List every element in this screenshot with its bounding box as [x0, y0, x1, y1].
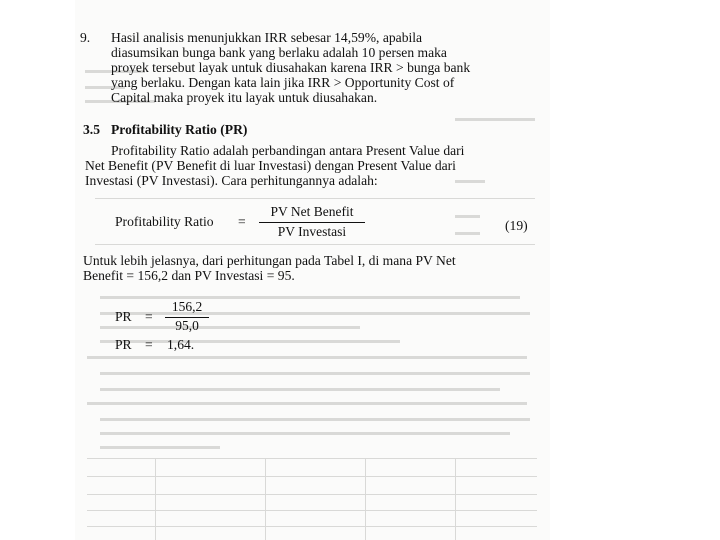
example-line-2: Benefit = 156,2 dan PV Investasi = 95. — [83, 268, 295, 283]
calc-pr-label: PR — [115, 309, 132, 324]
section-title: Profitability Ratio (PR) — [111, 122, 248, 137]
formula-lhs: Profitability Ratio — [115, 214, 214, 229]
item9-line-2: diasumsikan bunga bank yang berlaku adalah 10 persen maka — [111, 45, 447, 60]
item9-line-1: Hasil analisis menunjukkan IRR sebesar 14,59%, apabila — [111, 30, 423, 45]
formula-equals: = — [238, 214, 246, 229]
result-equals: = — [145, 337, 153, 352]
calc-denominator: 95,0 — [175, 318, 199, 333]
example-line-1: Untuk lebih jelasnya, dari perhitungan pada Tabel I, di mana PV Net — [83, 253, 456, 268]
result-pr-label: PR — [115, 337, 132, 352]
item9-line-5: Capital maka proyek itu layak untuk diusahakan. — [111, 90, 378, 105]
intro-line-1: Profitability Ratio adalah perbandingan antara Present Value dari — [111, 143, 465, 158]
intro-line-2: Net Benefit (PV Benefit di luar Investasi) dengan Present Value dari — [85, 158, 456, 173]
item9-number: 9. — [80, 30, 91, 45]
item9-line-4: yang berlaku. Dengan kata lain jika IRR > Opportunity Cost of — [111, 75, 455, 90]
intro-line-3: Investasi (PV Investasi). Cara perhitungannya adalah: — [85, 173, 378, 188]
scanned-page — [75, 0, 550, 540]
formula-denominator: PV Investasi — [277, 224, 347, 239]
item9-line-3: proyek tersebut layak untuk diusahakan karena IRR > bunga bank — [111, 60, 471, 75]
result-value: 1,64. — [167, 337, 195, 352]
calc-numerator: 156,2 — [171, 299, 203, 314]
equation-number: (19) — [505, 218, 528, 233]
formula-numerator: PV Net Benefit — [270, 204, 354, 219]
formula-fraction-bar — [259, 222, 365, 223]
section-number: 3.5 — [83, 122, 100, 137]
calc-equals: = — [145, 309, 153, 324]
